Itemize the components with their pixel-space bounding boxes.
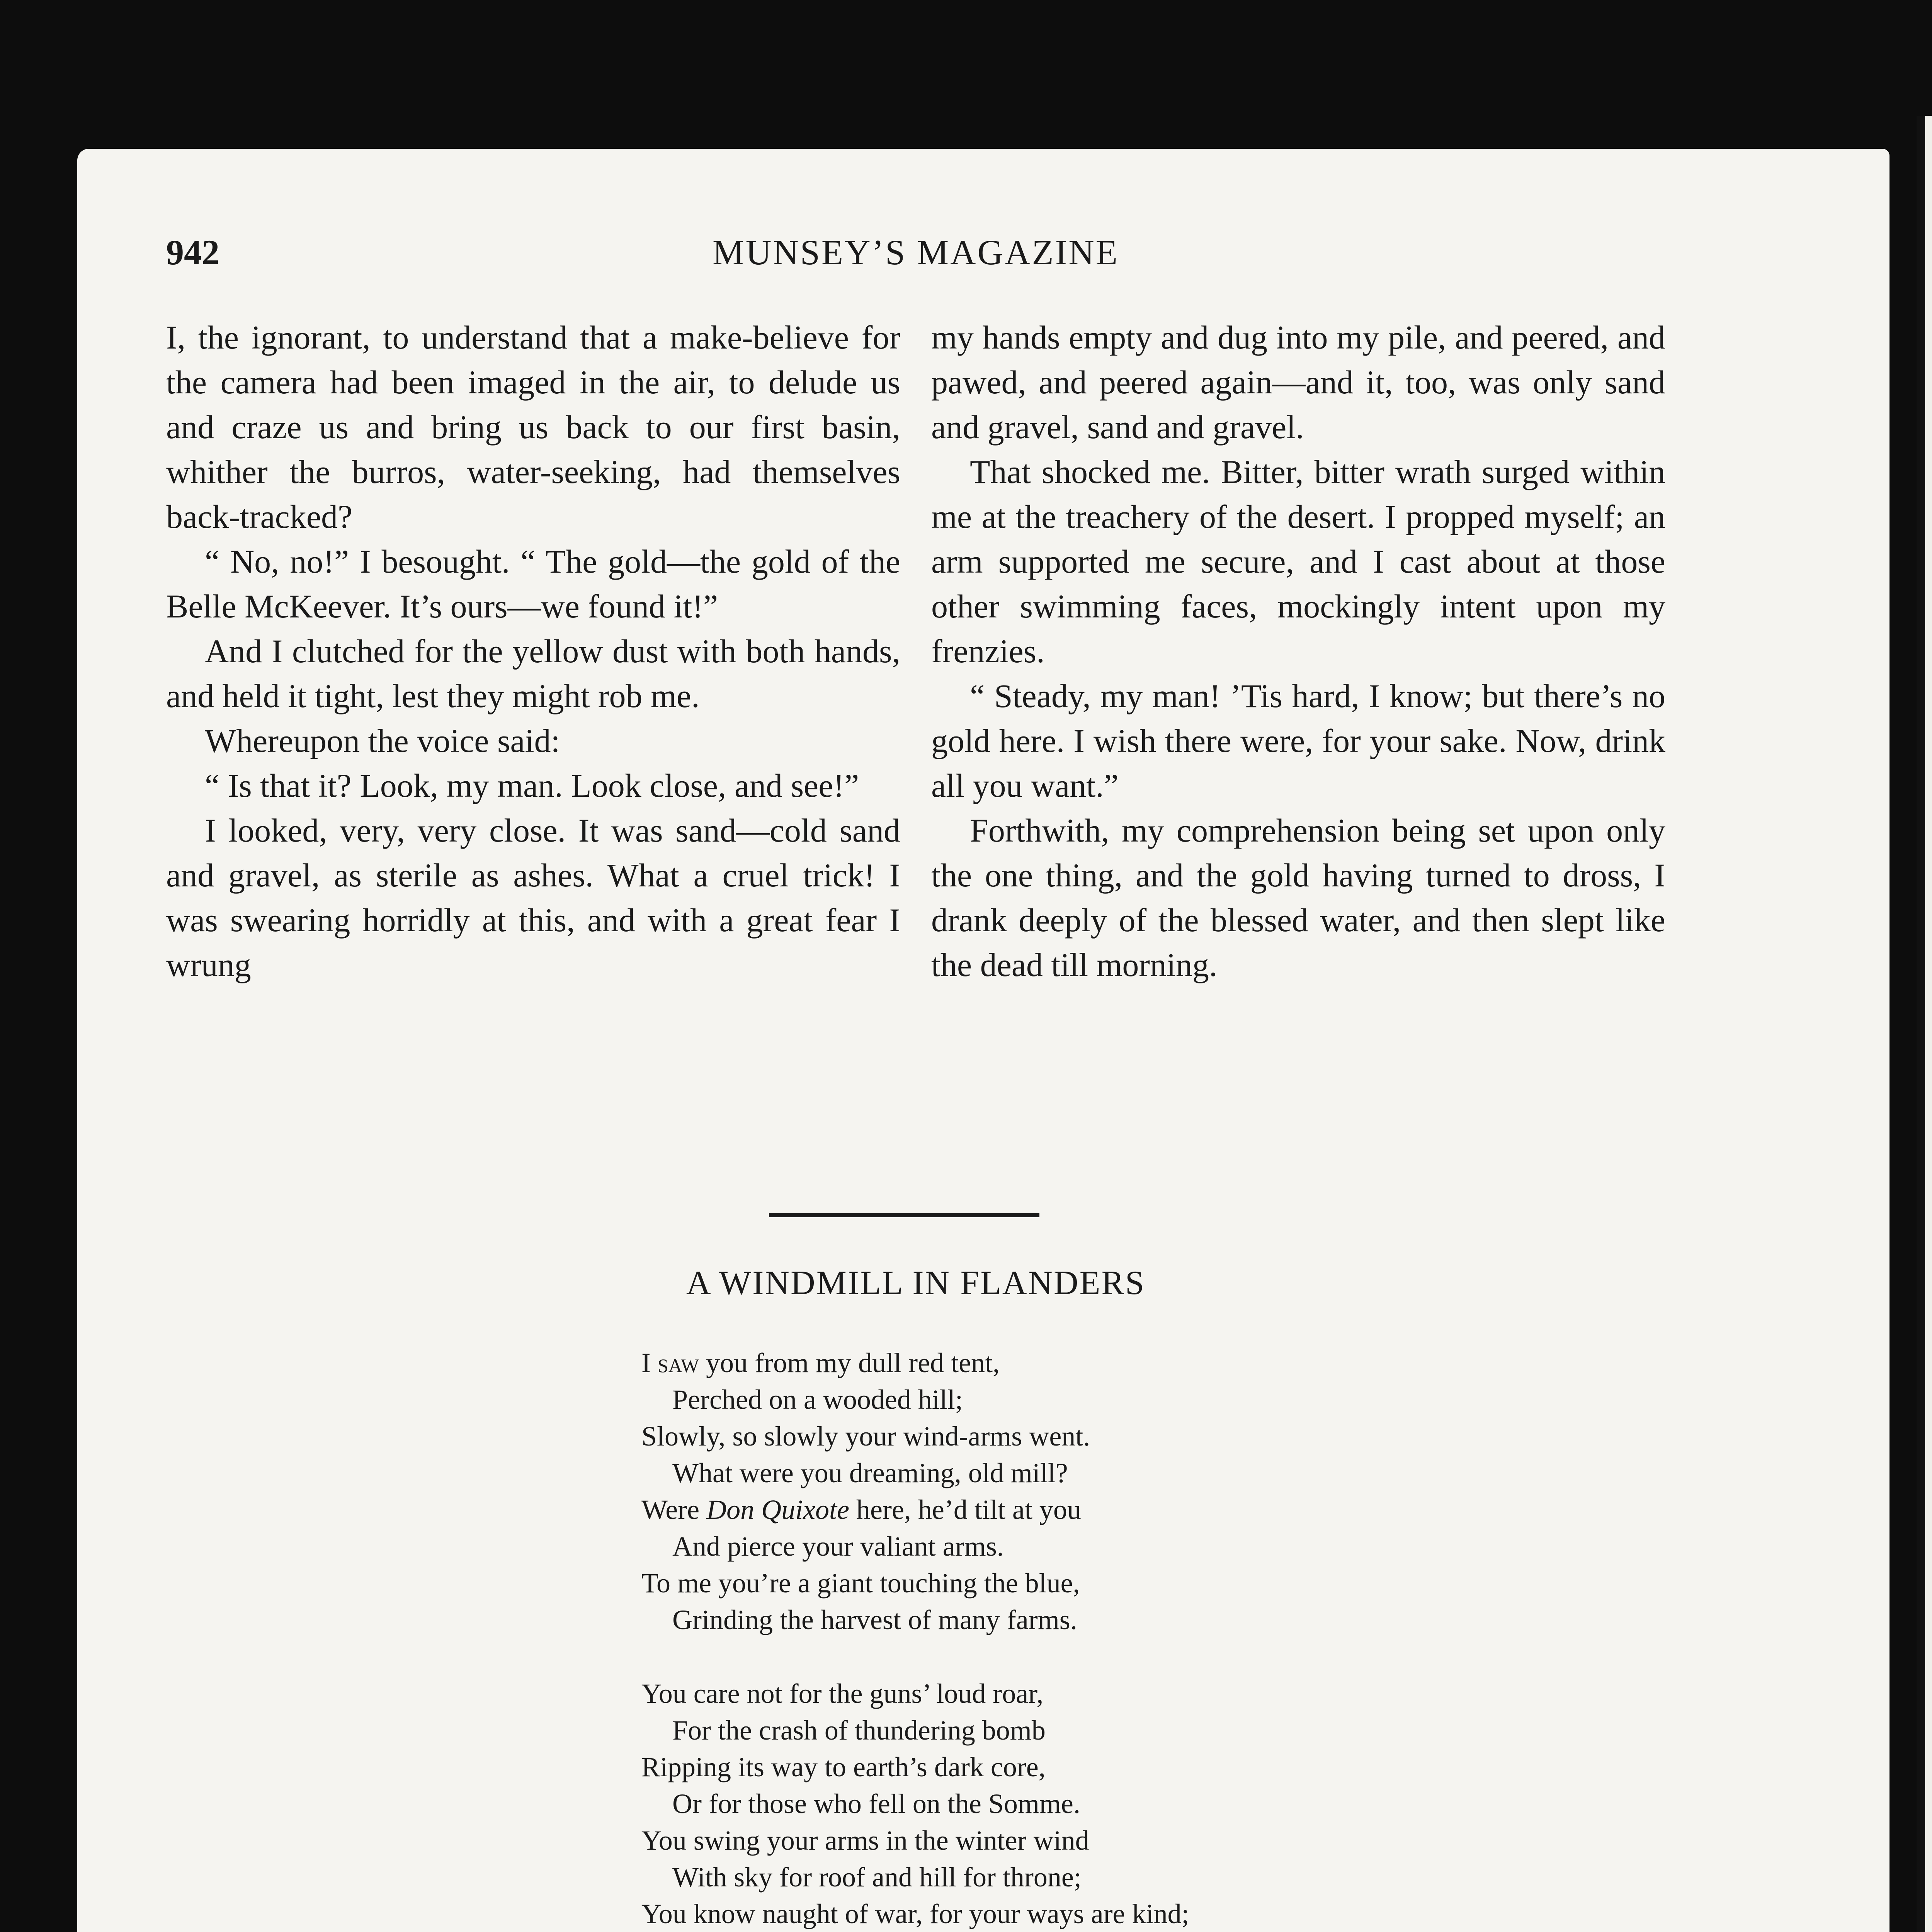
paragraph: I, the ignorant, to understand that a make-believe for the camera had been imaged in the air, to delude us and craze us and bring us back to our first basin, whither the burros, water-seeking, had themselves back-tracked? <box>166 319 900 535</box>
paragraph: And I clutched for the yellow dust with both hands, and held it tight, lest they might rob me. <box>166 633 900 714</box>
poem-line: With sky for roof and hill for throne; <box>672 1862 1082 1893</box>
poem-line: For the crash of thundering bomb <box>672 1715 1046 1746</box>
poem-title: A WINDMILL IN FLANDERS <box>686 1264 1145 1302</box>
poem-line: And pierce your valiant arms. <box>672 1531 1004 1562</box>
paragraph: Whereupon the voice said: <box>205 722 560 759</box>
paragraph: Forthwith, my comprehension being set upon only the one thing, and the gold having turned to dross, I drank deeply of the blessed water, and then slept like the dead till morning. <box>931 812 1665 983</box>
paragraph: “ Is that it? Look, my man. Look close, and see!” <box>205 767 859 804</box>
page-number: 942 <box>166 233 219 272</box>
page-header <box>166 232 1665 278</box>
poem-line: Grinding the harvest of many farms. <box>672 1604 1077 1635</box>
poem-line: I saw you from my dull red tent, <box>641 1347 1000 1378</box>
section-divider <box>769 1213 1039 1217</box>
poem-stanza <box>641 1675 1646 1932</box>
paragraph: my hands empty and dug into my pile, and peered, and pawed, and peered again—and it, too, was only sand and gravel, sand and gravel. <box>931 319 1665 446</box>
poem-line: What were you dreaming, old mill? <box>672 1458 1068 1488</box>
poem-line: You know naught of war, for your ways are kind; <box>641 1898 1189 1929</box>
poem-line: Ripping its way to earth’s dark core, <box>641 1752 1046 1782</box>
poem-line: Were Don Quixote here, he’d tilt at you <box>641 1494 1081 1525</box>
poem-stanza <box>641 1345 1646 1638</box>
poem-line: Or for those who fell on the Somme. <box>672 1788 1080 1819</box>
paragraph: “ No, no!” I besought. “ The gold—the gold of the Belle McKeever. It’s ours—we found it!” <box>166 543 900 625</box>
poem-line: To me you’re a giant touching the blue, <box>641 1568 1080 1599</box>
poem-line: Perched on a wooded hill; <box>672 1384 963 1415</box>
adjacent-page-edge <box>1917 116 1932 1932</box>
paragraph: I looked, very, very close. It was sand—cold sand and gravel, as sterile as ashes. What a cruel trick! I was swearing horridly at this, and with a great fear I wrung <box>166 812 900 983</box>
paragraph: That shocked me. Bitter, bitter wrath surged within me at the treachery of the desert. I propped myself; an arm supported me secure, and I cast about at those other swimming faces, mockingly intent upon my frenzies. <box>931 453 1665 670</box>
poem-line: Slowly, so slowly your wind-arms went. <box>641 1421 1090 1452</box>
running-head: MUNSEY’S MAGAZINE <box>713 233 1119 272</box>
paragraph: “ Steady, my man! ’Tis hard, I know; but there’s no gold here. I wish there were, for your sake. Now, drink all you want.” <box>931 677 1665 804</box>
right-column <box>931 315 1665 987</box>
left-column <box>166 315 900 987</box>
poem-line: You care not for the guns’ loud roar, <box>641 1678 1044 1709</box>
poem-line: You swing your arms in the winter wind <box>641 1825 1089 1856</box>
poem <box>641 1345 1646 1932</box>
